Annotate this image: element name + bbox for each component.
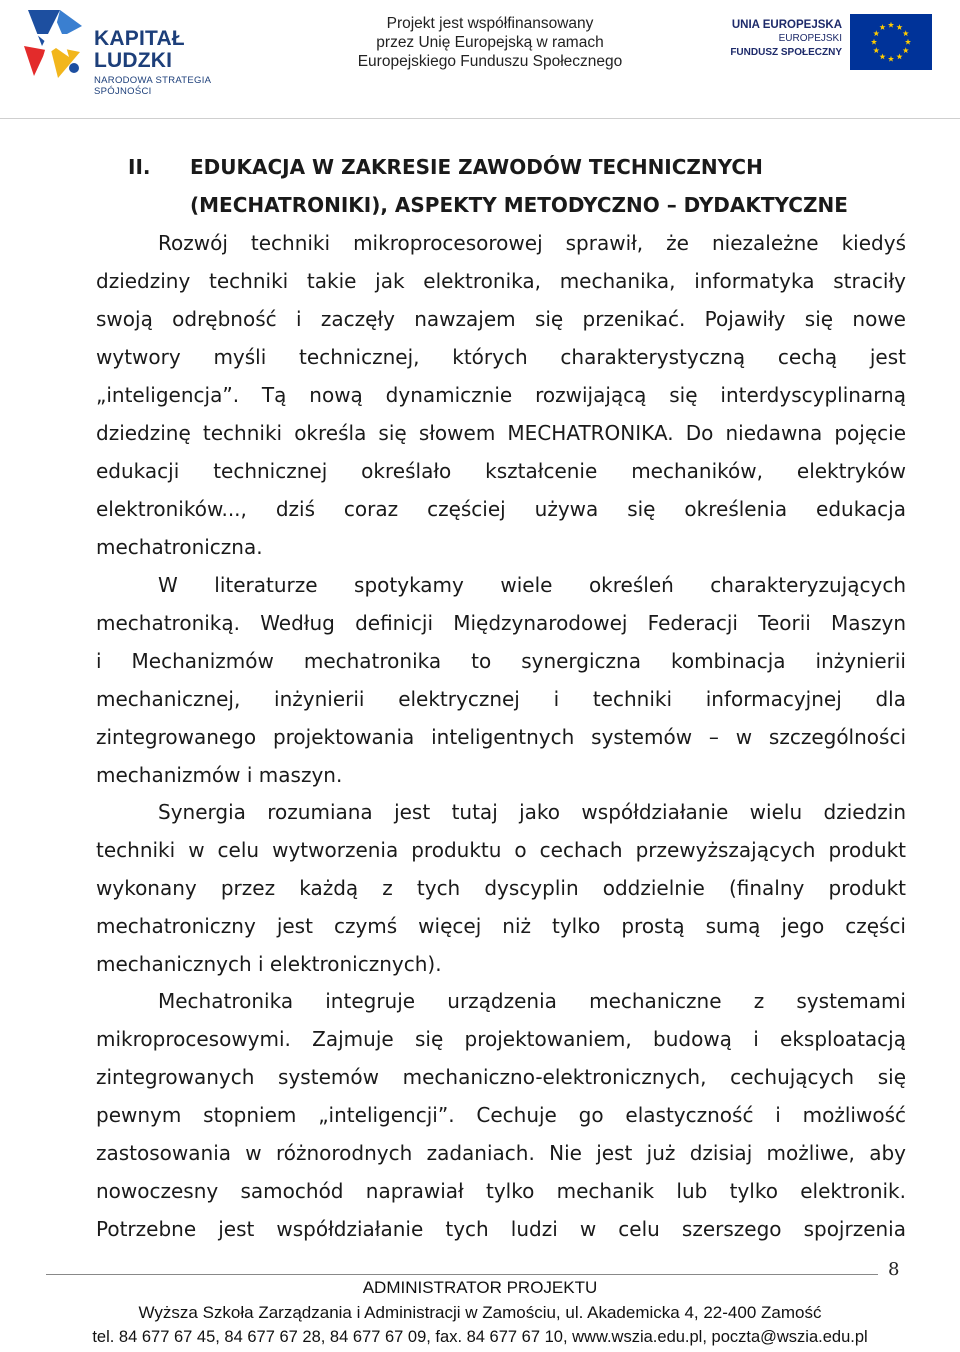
eu-logo-line: EUROPEJSKI: [778, 33, 842, 44]
section-heading-continued: [190, 193, 960, 217]
text-line: Synergia rozumiana jest tutaj jako współdziałanie wielu dziedzin: [158, 800, 906, 824]
eu-logo-line: UNIA EUROPEJSKA: [731, 19, 842, 31]
footer-administrator: ADMINISTRATOR PROJEKTU: [362, 1278, 598, 1297]
project-note-line: Europejskiego Funduszu Społecznego: [357, 53, 623, 70]
text-line: swoją odrębność i zaczęły nawzajem się przenikać. Pojawiły się nowe: [96, 307, 906, 331]
text-line: zintegrowanych systemów mechaniczno-elektronicznych, cechujących się: [96, 1065, 906, 1089]
kapital-ludzki-title: KAPITAŁ LUDZKI: [94, 27, 185, 72]
text-line: pewnym stopniem „inteligencji”. Cechuje go elastyczność i możliwość: [96, 1103, 906, 1127]
text-line: wytwory myśli technicznej, których charakterystyczną cechą jest: [96, 345, 906, 369]
section-heading: [128, 155, 908, 179]
text-line: W literaturze spotykamy wiele określeń charakteryzujących: [158, 573, 906, 597]
text-line: mechatroniką. Według definicji Międzynarodowej Federacji Teorii Maszyn: [96, 611, 906, 635]
text-line: dziedzinę techniki określa się słowem MECHATRONIKA. Do niedawna pojęcie: [96, 421, 906, 445]
text-line: nowoczesny samochód naprawiał tylko mechanik lub tylko elektronik.: [96, 1179, 906, 1203]
kapital-ludzki-subtitle: NARODOWA STRATEGIA SPÓJNOŚCI: [94, 75, 211, 97]
kapital-ludzki-logo: [22, 6, 252, 97]
eu-logo-line: FUNDUSZ SPOŁECZNY: [730, 47, 842, 58]
text-line: Mechatronika integruje urządzenia mechaniczne z systemami: [158, 989, 906, 1013]
text-line: elektroników..., dziś coraz częściej używa się określenia edukacja: [96, 497, 906, 521]
text-line: mechanicznej, inżynierii elektrycznej i techniki informacyjnej dla: [96, 687, 906, 711]
text-line: i Mechanizmów mechatronika to synergiczna kombinacja inżynierii: [96, 649, 906, 673]
eu-logo: [722, 14, 932, 70]
text-line: zastosowania w różnorodnych zadaniach. Nie jest już dzisiaj możliwe, aby: [96, 1141, 906, 1165]
eu-flag-icon: [850, 14, 932, 70]
footer-contact: tel. 84 677 67 45, 84 677 67 28, 84 677 67 09, fax. 84 677 67 10, www.wszia.edu.pl, poczta@wszia.edu.pl: [92, 1328, 868, 1346]
text-line: mechatroniczny jest czymś więcej niż tylko prostą sumą jego części: [96, 914, 906, 938]
section-number: II.: [128, 155, 151, 179]
text-line: wykonany przez każdą z tych dyscyplin oddzielnie (finalny produkt: [96, 876, 906, 900]
footer-divider: [46, 1274, 878, 1275]
text-line: techniki w celu wytworzenia produktu o cechach przewyższających produkt: [96, 838, 906, 862]
text-line: dziedziny techniki takie jak elektronika, mechanika, informatyka straciły: [96, 269, 906, 293]
text-line: zintegrowanego projektowania inteligentnych systemów – w szczególności: [96, 725, 906, 749]
text-line: mechatroniczna.: [96, 535, 263, 559]
text-line: Rozwój techniki mikroprocesorowej sprawił, że niezależne kiedyś: [158, 231, 906, 255]
kapital-ludzki-emblem-icon: [22, 6, 88, 82]
page-header: [0, 0, 960, 96]
section-title-line-2: (MECHATRONIKI), ASPEKTY METODYCZNO – DYDAKTYCZNE: [190, 193, 848, 217]
text-line: Potrzebne jest współdziałanie tych ludzi w celu szerszego spojrzenia: [96, 1217, 906, 1241]
header-divider: [0, 118, 960, 119]
page-number: 8: [888, 1259, 900, 1280]
text-line: „inteligencja”. Tą nową dynamicznie rozwijającą się interdyscyplinarną: [96, 383, 906, 407]
project-note-line: przez Unię Europejską w ramach: [376, 34, 604, 51]
section-title-line-1: EDUKACJA W ZAKRESIE ZAWODÓW TECHNICZNYCH: [190, 155, 763, 179]
project-note-line: Projekt jest współfinansowany: [386, 15, 594, 32]
project-funding-note: [340, 14, 640, 71]
footer-address: Wyższa Szkoła Zarządzania i Administracji w Zamościu, ul. Akademicka 4, 22-400 Zamość: [138, 1303, 822, 1322]
text-line: mechanicznych i elektronicznych).: [96, 952, 442, 976]
text-line: mechanizmów i maszyn.: [96, 763, 343, 787]
text-line: edukacji technicznej określało kształcenie mechaników, elektryków: [96, 459, 906, 483]
text-line: mikroprocesowymi. Zajmuje się projektowaniem, budową i eksploatacją: [96, 1027, 906, 1051]
